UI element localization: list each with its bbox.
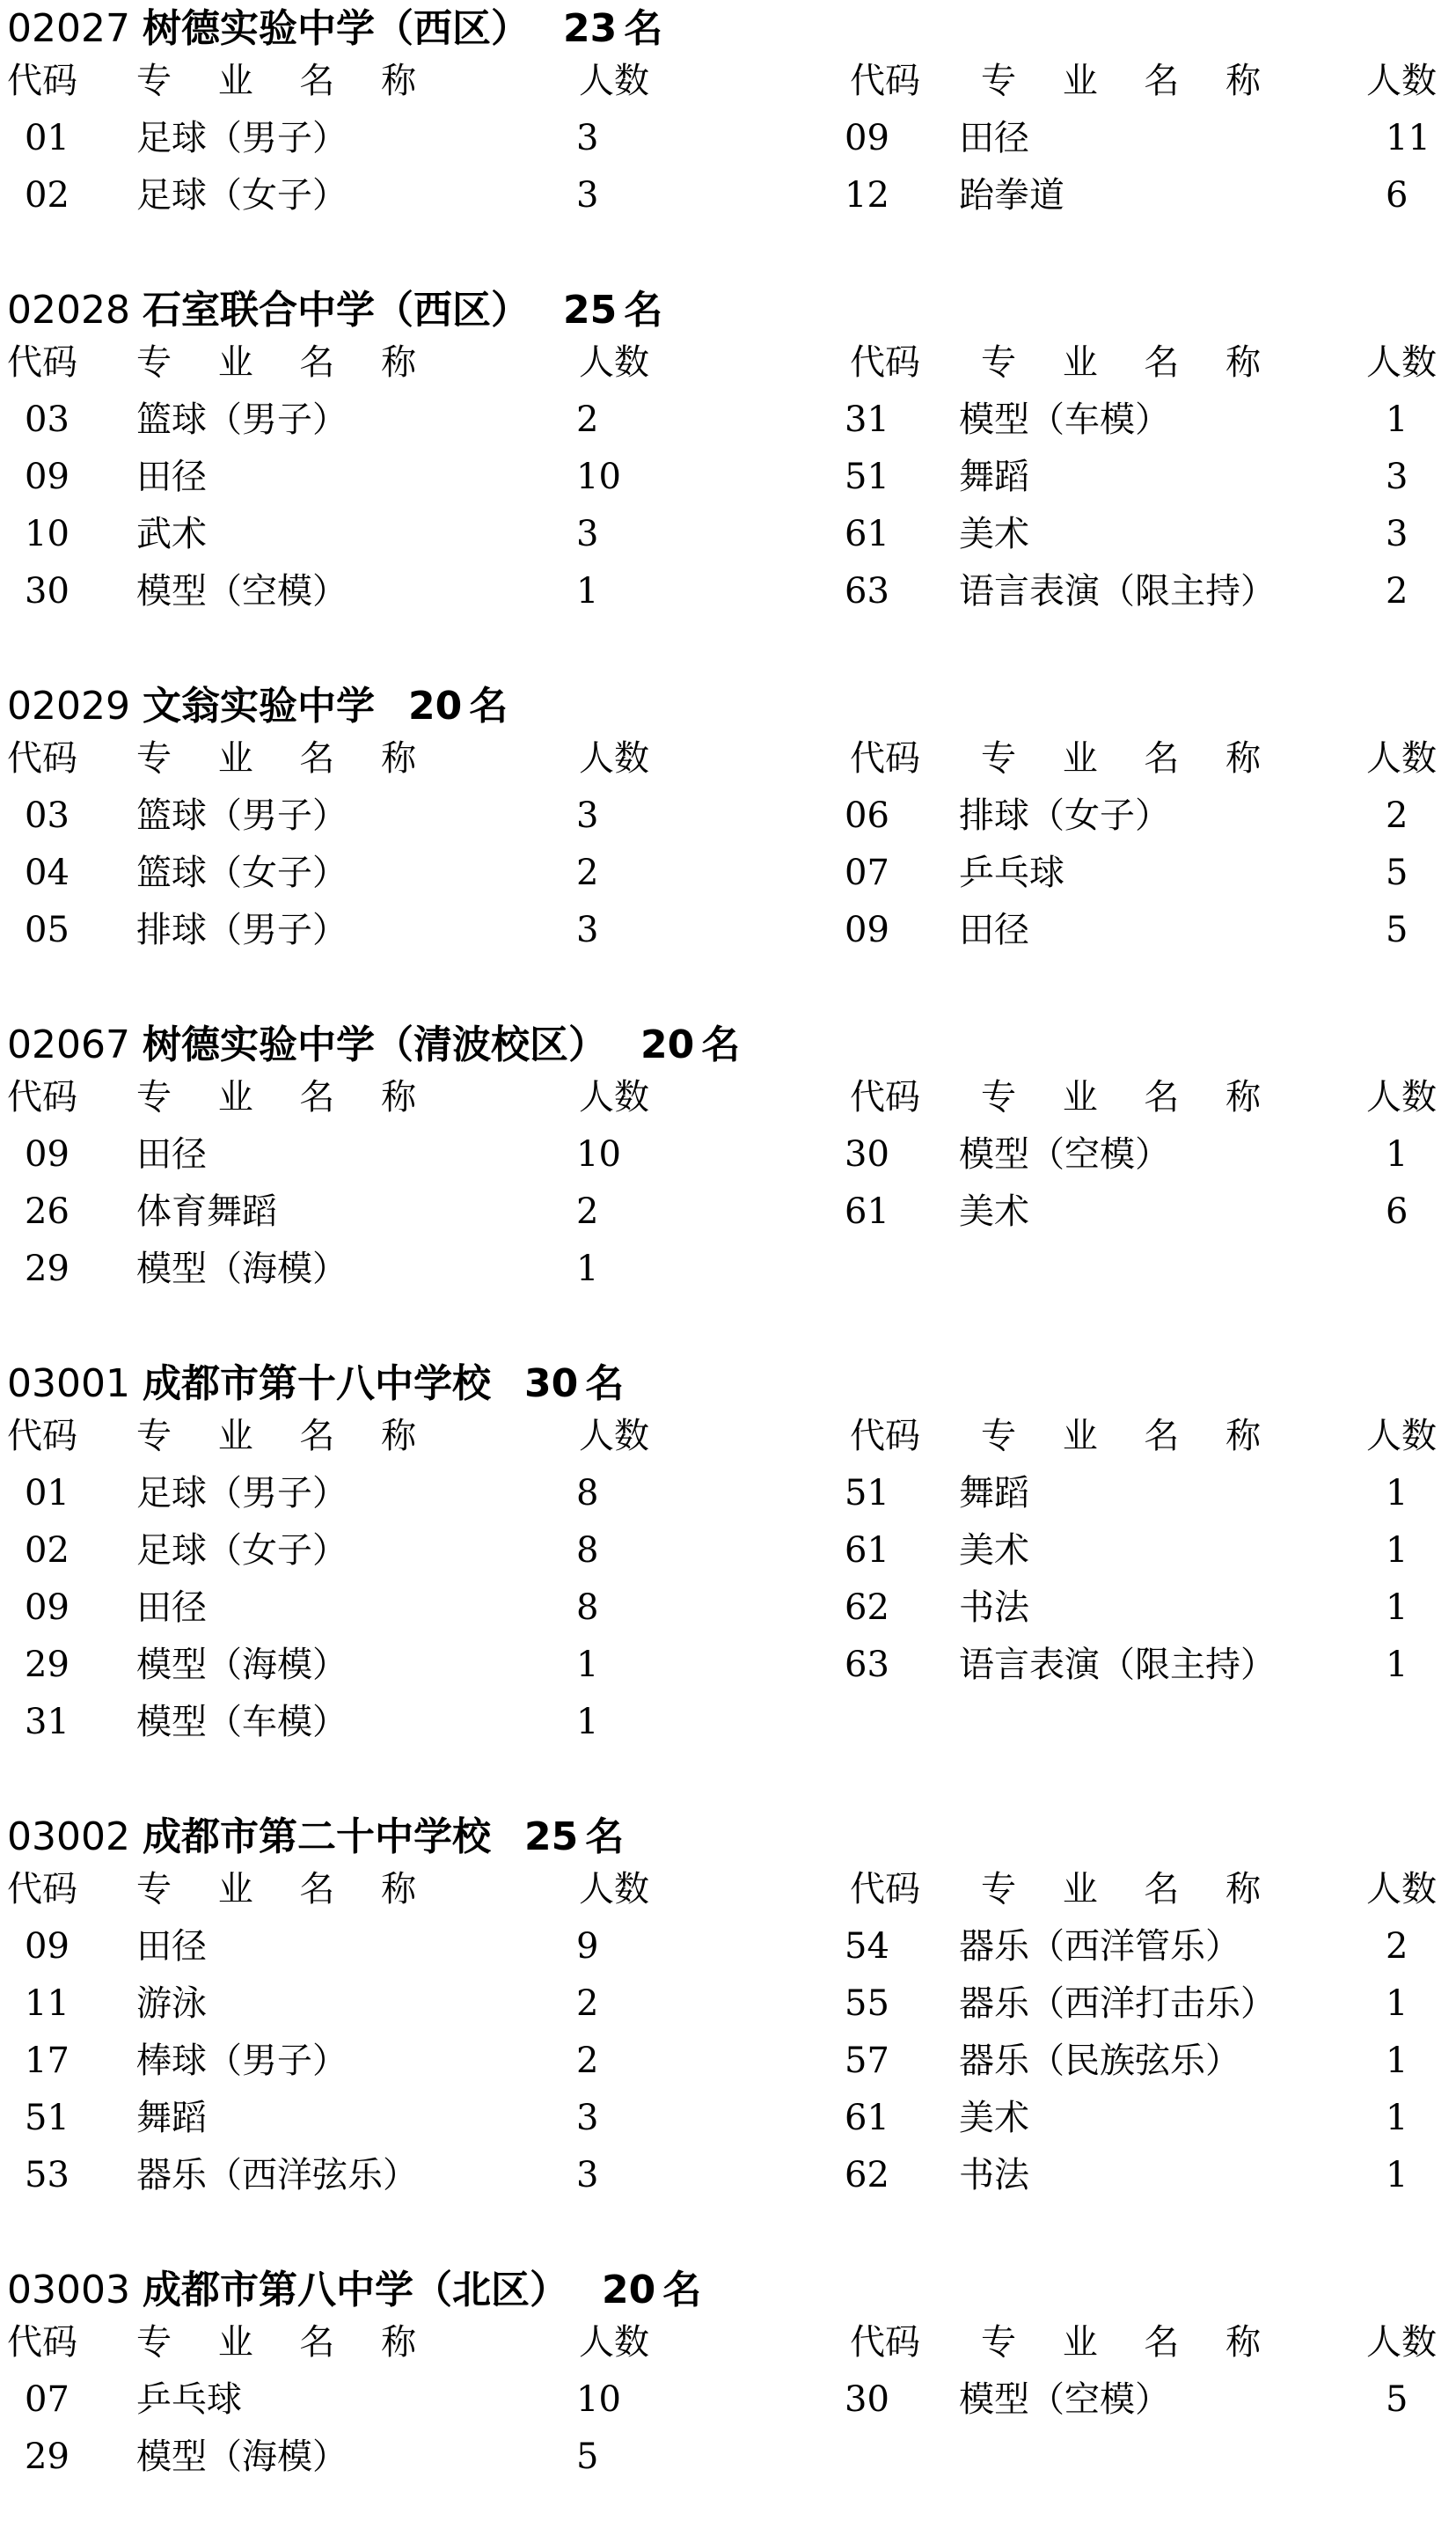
column-header-name: 专 业 名 称 [981,2322,1279,2363]
specialty-code: 29 [25,1249,70,1289]
specialty-count: 9 [576,1926,599,1967]
specialty-name: 体育舞蹈 [136,1191,277,1232]
column-header-code: 代码 [7,61,77,101]
specialty-count: 5 [1386,2379,1408,2420]
specialty-name: 足球（男子） [136,1473,348,1513]
school-code: 02029 [7,684,130,729]
quota-row [0,902,1456,959]
specialty-count: 2 [1386,795,1408,836]
school-quota: 30 [523,1361,579,1406]
school-name: 成都市第十八中学校 [142,1361,491,1406]
specialty-name: 模型（车模） [136,1702,348,1742]
specialty-name: 足球（女子） [136,175,348,216]
school-code: 02028 [7,288,130,333]
specialty-count: 1 [1386,2041,1408,2081]
column-header-count: 人数 [1366,2322,1437,2363]
specialty-code: 61 [845,514,889,554]
school-title [7,685,508,729]
specialty-code: 62 [845,1587,889,1628]
specialty-count: 1 [1386,1645,1408,1685]
specialty-count: 1 [1386,399,1408,440]
specialty-name: 篮球（男子） [136,795,348,836]
specialty-count: 1 [1386,1134,1408,1175]
column-header-row [0,730,1456,788]
column-header-name: 专 业 名 称 [981,1869,1279,1909]
column-header-name: 专 业 名 称 [136,1869,435,1909]
quota-unit: 名 [585,1361,625,1406]
specialty-name: 田径 [959,910,1029,950]
specialty-code: 07 [25,2379,70,2420]
specialty-count: 10 [576,1134,621,1175]
specialty-name: 田径 [136,457,207,497]
column-header-code: 代码 [7,1869,77,1909]
school-code: 03002 [7,1814,130,1859]
specialty-name: 棒球（男子） [136,2041,348,2081]
school-name: 树德实验中学（清波校区） [142,1022,607,1067]
school-section [0,282,1456,678]
column-header-count: 人数 [1366,1077,1437,1118]
column-header-count: 人数 [579,1869,649,1909]
column-header-code: 代码 [850,61,920,101]
specialty-count: 1 [576,1702,599,1742]
specialty-name: 模型（海模） [136,1249,348,1289]
specialty-name: 美术 [959,1530,1029,1571]
school-name: 石室联合中学（西区） [142,288,530,333]
quota-row [0,167,1456,224]
school-quota: 23 [562,6,618,51]
quota-row [0,392,1456,449]
specialty-name: 模型（空模） [136,571,348,612]
specialty-code: 61 [845,2098,889,2138]
school-quota: 25 [523,1814,579,1859]
specialty-code: 26 [25,1191,70,1232]
specialty-name: 足球（男子） [136,118,348,158]
specialty-count: 1 [1386,1983,1408,2024]
column-header-name: 专 业 名 称 [136,1416,435,1456]
column-header-code: 代码 [7,342,77,383]
column-header-count: 人数 [1366,61,1437,101]
specialty-name: 模型（空模） [959,1134,1170,1175]
school-code: 02027 [7,6,130,51]
specialty-count: 2 [576,1191,599,1232]
specialty-name: 武术 [136,514,207,554]
specialty-count: 1 [576,1645,599,1685]
quota-row [0,1126,1456,1184]
quota-unit: 名 [585,1814,625,1859]
specialty-code: 29 [25,1645,70,1685]
specialty-code: 12 [845,175,889,216]
specialty-name: 排球（女子） [959,795,1170,836]
specialty-code: 04 [25,853,70,893]
school-title [7,1023,740,1067]
specialty-code: 62 [845,2155,889,2195]
school-title [7,7,662,51]
school-section [0,678,1456,1016]
quota-row [0,506,1456,563]
specialty-code: 30 [25,571,70,612]
specialty-name: 田径 [136,1926,207,1967]
specialty-code: 51 [845,1473,889,1513]
specialty-code: 30 [845,2379,889,2420]
specialty-code: 09 [845,118,889,158]
quota-unit: 名 [624,288,663,333]
school-code: 03001 [7,1361,130,1406]
specialty-count: 2 [1386,571,1408,612]
specialty-code: 03 [25,399,70,440]
specialty-count: 10 [576,457,621,497]
column-header-code: 代码 [850,1077,920,1118]
specialty-code: 63 [845,1645,889,1685]
specialty-name: 语言表演（限主持） [959,571,1276,612]
specialty-code: 51 [25,2098,70,2138]
school-title [7,289,662,333]
specialty-count: 1 [576,571,599,612]
school-name: 树德实验中学（西区） [142,6,530,51]
column-header-name: 专 业 名 称 [136,738,435,779]
specialty-code: 02 [25,175,70,216]
specialty-code: 02 [25,1530,70,1571]
specialty-count: 5 [1386,853,1408,893]
specialty-count: 6 [1386,175,1408,216]
school-title [7,1815,624,1859]
quota-unit: 名 [662,2268,702,2312]
specialty-code: 10 [25,514,70,554]
specialty-name: 跆拳道 [959,175,1065,216]
specialty-name: 舞蹈 [959,1473,1029,1513]
school-section [0,2261,1456,2543]
column-header-code: 代码 [7,1077,77,1118]
specialty-name: 舞蹈 [136,2098,207,2138]
column-header-count: 人数 [1366,738,1437,779]
column-header-row [0,1069,1456,1126]
specialty-code: 03 [25,795,70,836]
quota-unit: 名 [701,1022,741,1067]
specialty-code: 31 [25,1702,70,1742]
quota-row [0,845,1456,902]
specialty-count: 2 [576,2041,599,2081]
specialty-count: 6 [1386,1191,1408,1232]
specialty-count: 2 [1386,1926,1408,1967]
quota-row [0,1522,1456,1579]
specialty-name: 田径 [136,1134,207,1175]
school-title [7,1362,624,1406]
specialty-code: 55 [845,1983,889,2024]
specialty-code: 06 [845,795,889,836]
column-header-row [0,53,1456,110]
specialty-count: 1 [1386,1530,1408,1571]
specialty-count: 1 [1386,1587,1408,1628]
quota-row [0,2371,1456,2429]
quota-row [0,1637,1456,1694]
specialty-code: 29 [25,2437,70,2477]
specialty-count: 8 [576,1530,599,1571]
quota-unit: 名 [469,684,509,729]
specialty-count: 11 [1386,118,1430,158]
specialty-name: 乒乓球 [959,853,1065,893]
column-header-code: 代码 [850,342,920,383]
school-quota: 20 [640,1022,695,1067]
specialty-name: 语言表演（限主持） [959,1645,1276,1685]
column-header-count: 人数 [1366,1869,1437,1909]
specialty-name: 模型（海模） [136,2437,348,2477]
specialty-name: 篮球（女子） [136,853,348,893]
quota-row [0,1694,1456,1751]
specialty-name: 乒乓球 [136,2379,242,2420]
quota-row [0,1241,1456,1298]
specialty-count: 2 [576,399,599,440]
specialty-count: 1 [1386,2098,1408,2138]
column-header-code: 代码 [850,2322,920,2363]
school-section [0,1355,1456,1808]
specialty-count: 3 [576,2098,599,2138]
quota-row [0,110,1456,167]
specialty-count: 10 [576,2379,621,2420]
specialty-code: 09 [25,1587,70,1628]
specialty-code: 09 [845,910,889,950]
quota-row [0,788,1456,845]
specialty-code: 17 [25,2041,70,2081]
column-header-name: 专 业 名 称 [136,2322,435,2363]
column-header-name: 专 业 名 称 [981,61,1279,101]
column-header-code: 代码 [850,738,920,779]
column-header-name: 专 业 名 称 [981,738,1279,779]
quota-row [0,2033,1456,2090]
specialty-code: 05 [25,910,70,950]
specialty-count: 1 [1386,1473,1408,1513]
specialty-code: 61 [845,1530,889,1571]
school-name: 文翁实验中学 [142,684,375,729]
column-header-row [0,1861,1456,1918]
specialty-name: 美术 [959,514,1029,554]
column-header-code: 代码 [850,1416,920,1456]
specialty-name: 游泳 [136,1983,207,2024]
specialty-count: 1 [1386,2155,1408,2195]
specialty-name: 足球（女子） [136,1530,348,1571]
specialty-code: 30 [845,1134,889,1175]
specialty-count: 8 [576,1587,599,1628]
quota-row [0,2147,1456,2204]
column-header-row [0,1408,1456,1465]
specialty-code: 31 [845,399,889,440]
column-header-count: 人数 [1366,342,1437,383]
specialty-name: 田径 [136,1587,207,1628]
specialty-code: 53 [25,2155,70,2195]
quota-row [0,1184,1456,1241]
specialty-name: 器乐（西洋打击乐） [959,1983,1276,2024]
column-header-count: 人数 [579,342,649,383]
specialty-count: 5 [576,2437,599,2477]
quota-row [0,1918,1456,1975]
specialty-name: 书法 [959,2155,1029,2195]
school-title [7,2268,701,2312]
specialty-name: 排球（男子） [136,910,348,950]
specialty-code: 11 [25,1983,70,2024]
quota-row [0,2429,1456,2486]
specialty-name: 美术 [959,2098,1029,2138]
quota-row [0,449,1456,506]
column-header-code: 代码 [7,2322,77,2363]
specialty-count: 3 [576,795,599,836]
specialty-name: 舞蹈 [959,457,1029,497]
column-header-count: 人数 [579,1077,649,1118]
column-header-count: 人数 [1366,1416,1437,1456]
specialty-count: 8 [576,1473,599,1513]
school-code: 02067 [7,1022,130,1067]
school-section [0,0,1456,282]
quota-row [0,2090,1456,2147]
specialty-code: 07 [845,853,889,893]
specialty-count: 5 [1386,910,1408,950]
column-header-name: 专 业 名 称 [981,1416,1279,1456]
specialty-name: 器乐（民族弦乐） [959,2041,1240,2081]
specialty-name: 美术 [959,1191,1029,1232]
specialty-code: 01 [25,1473,70,1513]
specialty-code: 63 [845,571,889,612]
column-header-name: 专 业 名 称 [136,1077,435,1118]
specialty-count: 3 [576,2155,599,2195]
quota-unit: 名 [624,6,663,51]
quota-row [0,1465,1456,1522]
specialty-code: 01 [25,118,70,158]
specialty-count: 2 [576,1983,599,2024]
specialty-count: 3 [576,175,599,216]
column-header-code: 代码 [850,1869,920,1909]
column-header-row [0,334,1456,392]
column-header-name: 专 业 名 称 [981,342,1279,383]
specialty-code: 51 [845,457,889,497]
column-header-name: 专 业 名 称 [136,61,435,101]
school-quota: 25 [562,288,618,333]
specialty-name: 篮球（男子） [136,399,348,440]
specialty-count: 3 [576,514,599,554]
column-header-count: 人数 [579,738,649,779]
column-header-count: 人数 [579,2322,649,2363]
specialty-code: 61 [845,1191,889,1232]
specialty-count: 3 [1386,457,1408,497]
school-section [0,1016,1456,1355]
quota-row [0,1579,1456,1637]
column-header-name: 专 业 名 称 [136,342,435,383]
column-header-count: 人数 [579,1416,649,1456]
specialty-name: 书法 [959,1587,1029,1628]
specialty-code: 57 [845,2041,889,2081]
column-header-code: 代码 [7,1416,77,1456]
specialty-count: 3 [576,910,599,950]
column-header-code: 代码 [7,738,77,779]
column-header-row [0,2314,1456,2371]
quota-row [0,563,1456,620]
specialty-code: 54 [845,1926,889,1967]
specialty-code: 09 [25,457,70,497]
specialty-count: 2 [576,853,599,893]
column-header-count: 人数 [579,61,649,101]
specialty-code: 09 [25,1926,70,1967]
specialty-count: 3 [1386,514,1408,554]
specialty-name: 器乐（西洋管乐） [959,1926,1240,1967]
column-header-name: 专 业 名 称 [981,1077,1279,1118]
school-quota: 20 [601,2268,656,2312]
specialty-name: 模型（车模） [959,399,1170,440]
school-quota: 20 [407,684,463,729]
school-code: 03003 [7,2268,130,2312]
specialty-count: 3 [576,118,599,158]
specialty-code: 09 [25,1134,70,1175]
specialty-name: 器乐（西洋弦乐） [136,2155,418,2195]
specialty-count: 1 [576,1249,599,1289]
specialty-name: 模型（海模） [136,1645,348,1685]
specialty-name: 模型（空模） [959,2379,1170,2420]
school-name: 成都市第二十中学校 [142,1814,491,1859]
specialty-name: 田径 [959,118,1029,158]
school-name: 成都市第八中学（北区） [142,2268,568,2312]
school-section [0,1808,1456,2261]
quota-row [0,1975,1456,2033]
